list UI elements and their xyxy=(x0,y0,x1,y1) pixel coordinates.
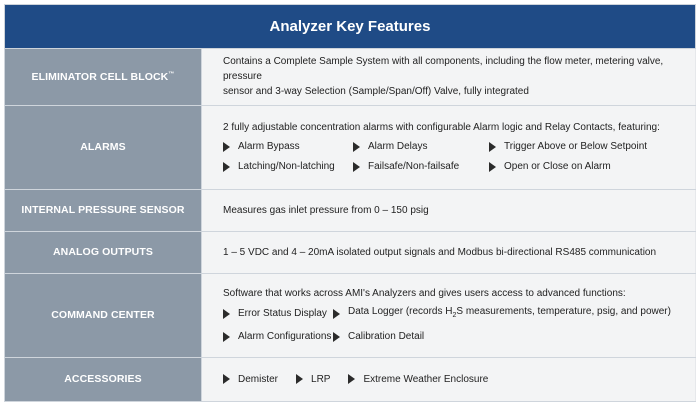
list-item xyxy=(348,372,488,387)
row-label-accessories: ACCESSORIES xyxy=(5,357,202,401)
bullet-arrow-icon xyxy=(333,309,340,319)
list-item xyxy=(223,139,353,154)
panel-title: Analyzer Key Features xyxy=(4,4,696,49)
command-intro: Software that works across AMI's Analyzers and gives users access to advanced functions: xyxy=(223,288,626,299)
bullet-arrow-icon xyxy=(489,162,496,172)
bullet-arrow-icon xyxy=(223,309,230,319)
alarms-intro: 2 fully adjustable concentration alarms with configurable Alarm logic and Relay Contacts, featuring: xyxy=(223,122,660,133)
accessories-list xyxy=(223,372,685,387)
bullet-arrow-icon xyxy=(333,332,340,342)
data-logger-text-b: S measurements, temperature, psig, and power) xyxy=(456,306,671,317)
table-row xyxy=(5,273,696,357)
cell-block-line-1: Contains a Complete Sample System with all components, including the flow meter, metering valve, pressure xyxy=(223,56,664,83)
alarms-list xyxy=(223,139,685,174)
row-content-pressure: Measures gas inlet pressure from 0 – 150 psig xyxy=(202,189,696,231)
list-item xyxy=(223,304,333,323)
list-item xyxy=(223,159,353,174)
row-label-alarms: ALARMS xyxy=(5,105,202,189)
table-row xyxy=(5,357,696,401)
cell-block-line-2: sensor and 3-way Selection (Sample/Span/Off) Valve, fully integrated xyxy=(223,86,529,98)
table-row xyxy=(5,231,696,273)
row-label-text: ELIMINATOR CELL BLOCK xyxy=(31,70,169,83)
list-item xyxy=(223,329,333,344)
bullet-arrow-icon xyxy=(223,374,230,384)
table-row xyxy=(5,189,696,231)
list-item-text: Error Status Display xyxy=(238,308,327,319)
table-row xyxy=(5,105,696,189)
features-table xyxy=(4,49,696,402)
bullet-arrow-icon xyxy=(223,142,230,152)
data-logger-text-a: Data Logger (records H xyxy=(348,306,453,317)
row-content-command xyxy=(202,273,696,357)
list-item xyxy=(333,304,693,323)
list-item xyxy=(223,372,278,387)
row-content-cell-block xyxy=(202,49,696,105)
row-label-analog: ANALOG OUTPUTS xyxy=(5,231,202,273)
row-content-accessories xyxy=(202,357,696,401)
list-item-text: Extreme Weather Enclosure xyxy=(363,373,489,385)
list-item-text: Failsafe/Non-failsafe xyxy=(368,161,460,172)
bullet-arrow-icon xyxy=(348,374,355,384)
list-item xyxy=(333,329,693,344)
bullet-arrow-icon xyxy=(296,374,303,384)
table-row xyxy=(5,49,696,105)
list-item-text: Alarm Bypass xyxy=(238,141,300,152)
row-content-analog: 1 – 5 VDC and 4 – 20mA isolated output signals and Modbus bi-directional RS485 communication xyxy=(202,231,696,273)
bullet-arrow-icon xyxy=(223,162,230,172)
list-item xyxy=(296,372,330,387)
list-item xyxy=(353,159,489,174)
list-item-text: Open or Close on Alarm xyxy=(504,161,611,172)
list-item xyxy=(489,159,689,174)
row-label-cell-block xyxy=(5,49,202,105)
list-item-text: Alarm Configurations xyxy=(238,331,332,342)
subscript-2: 2 xyxy=(452,312,457,319)
row-label-command: COMMAND CENTER xyxy=(5,273,202,357)
list-item xyxy=(353,139,489,154)
trademark-mark: ™ xyxy=(168,71,175,78)
list-item-text: LRP xyxy=(311,373,331,385)
bullet-arrow-icon xyxy=(353,142,360,152)
list-item-text xyxy=(348,304,671,323)
list-item xyxy=(489,139,689,154)
list-item-text: Latching/Non-latching xyxy=(238,161,335,172)
row-label-pressure: INTERNAL PRESSURE SENSOR xyxy=(5,189,202,231)
list-item-text: Demister xyxy=(238,373,279,385)
list-item-text: Calibration Detail xyxy=(348,331,425,342)
list-item-text: Trigger Above or Below Setpoint xyxy=(504,141,648,152)
features-panel xyxy=(4,4,696,402)
bullet-arrow-icon xyxy=(489,142,496,152)
bullet-arrow-icon xyxy=(223,332,230,342)
list-item-text: Alarm Delays xyxy=(368,141,428,152)
command-list xyxy=(223,304,685,344)
bullet-arrow-icon xyxy=(353,162,360,172)
row-content-alarms xyxy=(202,105,696,189)
